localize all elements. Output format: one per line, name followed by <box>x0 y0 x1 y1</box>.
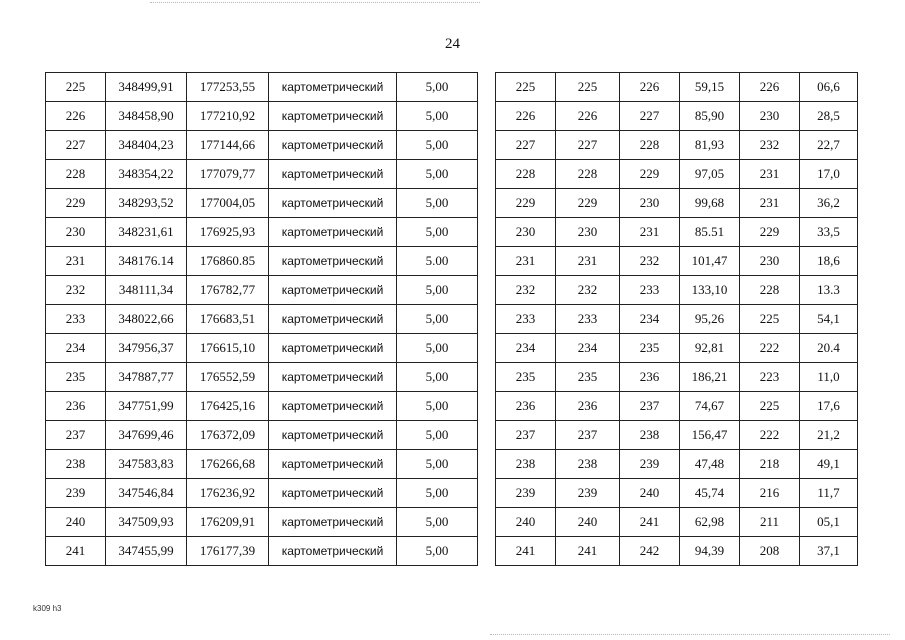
from-point-cell: 241 <box>556 537 620 566</box>
angle-degrees-cell: 231 <box>740 160 800 189</box>
angle-degrees-cell: 218 <box>740 450 800 479</box>
from-point-cell: 237 <box>556 421 620 450</box>
distance-cell: 92,81 <box>680 334 740 363</box>
angle-degrees-cell: 232 <box>740 131 800 160</box>
angle-minutes-cell: 28,5 <box>800 102 858 131</box>
y-coordinate-cell: 176425,16 <box>187 392 269 421</box>
table-row <box>496 363 858 392</box>
accuracy-cell: 5,00 <box>397 218 478 247</box>
point-number-cell: 227 <box>46 131 106 160</box>
from-point-cell: 235 <box>556 363 620 392</box>
to-point-cell: 230 <box>620 189 680 218</box>
point-number-cell: 232 <box>46 276 106 305</box>
angle-minutes-cell: 36,2 <box>800 189 858 218</box>
table-row <box>496 218 858 247</box>
from-point-cell: 230 <box>556 218 620 247</box>
x-coordinate-cell: 348111,34 <box>106 276 187 305</box>
point-number-cell: 230 <box>46 218 106 247</box>
x-coordinate-cell: 347887,77 <box>106 363 187 392</box>
x-coordinate-cell: 347509,93 <box>106 508 187 537</box>
distance-cell: 85,90 <box>680 102 740 131</box>
to-point-cell: 238 <box>620 421 680 450</box>
to-point-cell: 231 <box>620 218 680 247</box>
y-coordinate-cell: 176683,51 <box>187 305 269 334</box>
point-number-cell: 236 <box>496 392 556 421</box>
table-row <box>46 508 478 537</box>
point-number-cell: 229 <box>46 189 106 218</box>
point-number-cell: 234 <box>46 334 106 363</box>
from-point-cell: 234 <box>556 334 620 363</box>
point-number-cell: 236 <box>46 392 106 421</box>
point-number-cell: 239 <box>46 479 106 508</box>
distance-cell: 156,47 <box>680 421 740 450</box>
segments-table-body <box>496 73 858 566</box>
angle-minutes-cell: 18,6 <box>800 247 858 276</box>
y-coordinate-cell: 176209,91 <box>187 508 269 537</box>
accuracy-cell: 5,00 <box>397 131 478 160</box>
table-row <box>496 189 858 218</box>
from-point-cell: 232 <box>556 276 620 305</box>
point-number-cell: 239 <box>496 479 556 508</box>
table-row <box>496 334 858 363</box>
method-cell: картометрический <box>269 160 397 189</box>
segments-table <box>495 72 858 566</box>
y-coordinate-cell: 177004,05 <box>187 189 269 218</box>
distance-cell: 99,68 <box>680 189 740 218</box>
angle-minutes-cell: 05,1 <box>800 508 858 537</box>
distance-cell: 45,74 <box>680 479 740 508</box>
angle-minutes-cell: 33,5 <box>800 218 858 247</box>
footer-code: k309 h3 <box>33 604 62 613</box>
table-row <box>496 247 858 276</box>
point-number-cell: 234 <box>496 334 556 363</box>
y-coordinate-cell: 176372,09 <box>187 421 269 450</box>
from-point-cell: 231 <box>556 247 620 276</box>
angle-degrees-cell: 225 <box>740 392 800 421</box>
x-coordinate-cell: 347699,46 <box>106 421 187 450</box>
point-number-cell: 225 <box>496 73 556 102</box>
point-number-cell: 229 <box>496 189 556 218</box>
x-coordinate-cell: 348404,23 <box>106 131 187 160</box>
point-number-cell: 225 <box>46 73 106 102</box>
method-cell: картометрический <box>269 508 397 537</box>
from-point-cell: 227 <box>556 131 620 160</box>
table-row <box>496 102 858 131</box>
angle-degrees-cell: 222 <box>740 421 800 450</box>
table-row <box>496 276 858 305</box>
x-coordinate-cell: 348354,22 <box>106 160 187 189</box>
table-row <box>46 218 478 247</box>
distance-cell: 186,21 <box>680 363 740 392</box>
point-number-cell: 228 <box>46 160 106 189</box>
table-row <box>46 131 478 160</box>
table-row <box>496 537 858 566</box>
distance-cell: 85.51 <box>680 218 740 247</box>
accuracy-cell: 5,00 <box>397 334 478 363</box>
table-row <box>46 160 478 189</box>
y-coordinate-cell: 176177,39 <box>187 537 269 566</box>
point-number-cell: 231 <box>496 247 556 276</box>
table-row <box>46 102 478 131</box>
method-cell: картометрический <box>269 363 397 392</box>
distance-cell: 81,93 <box>680 131 740 160</box>
table-row <box>46 537 478 566</box>
accuracy-cell: 5,00 <box>397 508 478 537</box>
point-number-cell: 233 <box>46 305 106 334</box>
table-row <box>46 421 478 450</box>
table-row <box>46 305 478 334</box>
angle-degrees-cell: 222 <box>740 334 800 363</box>
accuracy-cell: 5,00 <box>397 160 478 189</box>
from-point-cell: 240 <box>556 508 620 537</box>
angle-degrees-cell: 211 <box>740 508 800 537</box>
angle-degrees-cell: 223 <box>740 363 800 392</box>
point-number-cell: 233 <box>496 305 556 334</box>
method-cell: картометрический <box>269 305 397 334</box>
to-point-cell: 234 <box>620 305 680 334</box>
from-point-cell: 239 <box>556 479 620 508</box>
y-coordinate-cell: 176782,77 <box>187 276 269 305</box>
angle-degrees-cell: 230 <box>740 102 800 131</box>
angle-minutes-cell: 17,6 <box>800 392 858 421</box>
distance-cell: 133,10 <box>680 276 740 305</box>
table-row <box>496 508 858 537</box>
accuracy-cell: 5,00 <box>397 479 478 508</box>
x-coordinate-cell: 347751,99 <box>106 392 187 421</box>
table-row <box>496 421 858 450</box>
method-cell: картометрический <box>269 421 397 450</box>
from-point-cell: 225 <box>556 73 620 102</box>
to-point-cell: 239 <box>620 450 680 479</box>
y-coordinate-cell: 176552,59 <box>187 363 269 392</box>
method-cell: картометрический <box>269 450 397 479</box>
accuracy-cell: 5,00 <box>397 450 478 479</box>
angle-minutes-cell: 37,1 <box>800 537 858 566</box>
to-point-cell: 242 <box>620 537 680 566</box>
distance-cell: 74,67 <box>680 392 740 421</box>
table-row <box>496 450 858 479</box>
method-cell: картометрический <box>269 392 397 421</box>
distance-cell: 94,39 <box>680 537 740 566</box>
distance-cell: 62,98 <box>680 508 740 537</box>
accuracy-cell: 5,00 <box>397 537 478 566</box>
angle-minutes-cell: 17,0 <box>800 160 858 189</box>
x-coordinate-cell: 347455,99 <box>106 537 187 566</box>
distance-cell: 97,05 <box>680 160 740 189</box>
to-point-cell: 240 <box>620 479 680 508</box>
point-number-cell: 226 <box>496 102 556 131</box>
distance-cell: 59,15 <box>680 73 740 102</box>
distance-cell: 101,47 <box>680 247 740 276</box>
point-number-cell: 237 <box>46 421 106 450</box>
to-point-cell: 232 <box>620 247 680 276</box>
accuracy-cell: 5,00 <box>397 305 478 334</box>
point-number-cell: 235 <box>46 363 106 392</box>
to-point-cell: 226 <box>620 73 680 102</box>
x-coordinate-cell: 347583,83 <box>106 450 187 479</box>
method-cell: картометрический <box>269 73 397 102</box>
table-row <box>496 131 858 160</box>
y-coordinate-cell: 176615,10 <box>187 334 269 363</box>
x-coordinate-cell: 348499,91 <box>106 73 187 102</box>
x-coordinate-cell: 348176.14 <box>106 247 187 276</box>
method-cell: картометрический <box>269 189 397 218</box>
from-point-cell: 229 <box>556 189 620 218</box>
point-number-cell: 231 <box>46 247 106 276</box>
method-cell: картометрический <box>269 537 397 566</box>
table-row <box>46 450 478 479</box>
to-point-cell: 236 <box>620 363 680 392</box>
method-cell: картометрический <box>269 247 397 276</box>
angle-degrees-cell: 228 <box>740 276 800 305</box>
scan-artifact-top <box>150 2 480 4</box>
angle-degrees-cell: 226 <box>740 73 800 102</box>
y-coordinate-cell: 176236,92 <box>187 479 269 508</box>
point-number-cell: 238 <box>46 450 106 479</box>
table-row <box>46 479 478 508</box>
angle-degrees-cell: 230 <box>740 247 800 276</box>
y-coordinate-cell: 177210,92 <box>187 102 269 131</box>
method-cell: картометрический <box>269 334 397 363</box>
accuracy-cell: 5,00 <box>397 276 478 305</box>
table-row <box>496 305 858 334</box>
to-point-cell: 241 <box>620 508 680 537</box>
point-number-cell: 227 <box>496 131 556 160</box>
y-coordinate-cell: 177253,55 <box>187 73 269 102</box>
table-row <box>46 334 478 363</box>
method-cell: картометрический <box>269 218 397 247</box>
distance-cell: 95,26 <box>680 305 740 334</box>
table-row <box>496 392 858 421</box>
point-number-cell: 241 <box>496 537 556 566</box>
to-point-cell: 237 <box>620 392 680 421</box>
angle-degrees-cell: 229 <box>740 218 800 247</box>
coordinates-table <box>45 72 478 566</box>
angle-minutes-cell: 22,7 <box>800 131 858 160</box>
accuracy-cell: 5,00 <box>397 421 478 450</box>
from-point-cell: 233 <box>556 305 620 334</box>
distance-cell: 47,48 <box>680 450 740 479</box>
x-coordinate-cell: 348458,90 <box>106 102 187 131</box>
point-number-cell: 240 <box>46 508 106 537</box>
point-number-cell: 230 <box>496 218 556 247</box>
x-coordinate-cell: 347956,37 <box>106 334 187 363</box>
angle-minutes-cell: 11,7 <box>800 479 858 508</box>
y-coordinate-cell: 176925,93 <box>187 218 269 247</box>
y-coordinate-cell: 176266,68 <box>187 450 269 479</box>
table-row <box>46 392 478 421</box>
y-coordinate-cell: 177144,66 <box>187 131 269 160</box>
page-number: 24 <box>445 36 460 52</box>
accuracy-cell: 5,00 <box>397 73 478 102</box>
angle-minutes-cell: 21,2 <box>800 421 858 450</box>
angle-degrees-cell: 216 <box>740 479 800 508</box>
point-number-cell: 228 <box>496 160 556 189</box>
point-number-cell: 238 <box>496 450 556 479</box>
accuracy-cell: 5,00 <box>397 363 478 392</box>
y-coordinate-cell: 177079,77 <box>187 160 269 189</box>
method-cell: картометрический <box>269 131 397 160</box>
accuracy-cell: 5,00 <box>397 189 478 218</box>
point-number-cell: 241 <box>46 537 106 566</box>
coordinates-table-body <box>46 73 478 566</box>
method-cell: картометрический <box>269 479 397 508</box>
from-point-cell: 236 <box>556 392 620 421</box>
to-point-cell: 229 <box>620 160 680 189</box>
from-point-cell: 238 <box>556 450 620 479</box>
to-point-cell: 233 <box>620 276 680 305</box>
to-point-cell: 228 <box>620 131 680 160</box>
point-number-cell: 240 <box>496 508 556 537</box>
angle-minutes-cell: 13.3 <box>800 276 858 305</box>
table-row <box>46 276 478 305</box>
table-row <box>496 160 858 189</box>
accuracy-cell: 5.00 <box>397 247 478 276</box>
accuracy-cell: 5,00 <box>397 392 478 421</box>
method-cell: картометрический <box>269 102 397 131</box>
to-point-cell: 235 <box>620 334 680 363</box>
method-cell: картометрический <box>269 276 397 305</box>
table-row <box>496 73 858 102</box>
angle-minutes-cell: 11,0 <box>800 363 858 392</box>
angle-degrees-cell: 225 <box>740 305 800 334</box>
angle-degrees-cell: 208 <box>740 537 800 566</box>
x-coordinate-cell: 348231,61 <box>106 218 187 247</box>
to-point-cell: 227 <box>620 102 680 131</box>
point-number-cell: 235 <box>496 363 556 392</box>
y-coordinate-cell: 176860.85 <box>187 247 269 276</box>
point-number-cell: 237 <box>496 421 556 450</box>
from-point-cell: 226 <box>556 102 620 131</box>
scan-artifact-bottom <box>490 634 890 636</box>
table-row <box>46 363 478 392</box>
accuracy-cell: 5,00 <box>397 102 478 131</box>
table-row <box>496 479 858 508</box>
x-coordinate-cell: 348022,66 <box>106 305 187 334</box>
table-row <box>46 189 478 218</box>
angle-minutes-cell: 06,6 <box>800 73 858 102</box>
point-number-cell: 232 <box>496 276 556 305</box>
table-row <box>46 73 478 102</box>
x-coordinate-cell: 347546,84 <box>106 479 187 508</box>
x-coordinate-cell: 348293,52 <box>106 189 187 218</box>
angle-minutes-cell: 54,1 <box>800 305 858 334</box>
angle-degrees-cell: 231 <box>740 189 800 218</box>
angle-minutes-cell: 20.4 <box>800 334 858 363</box>
table-row <box>46 247 478 276</box>
point-number-cell: 226 <box>46 102 106 131</box>
angle-minutes-cell: 49,1 <box>800 450 858 479</box>
from-point-cell: 228 <box>556 160 620 189</box>
